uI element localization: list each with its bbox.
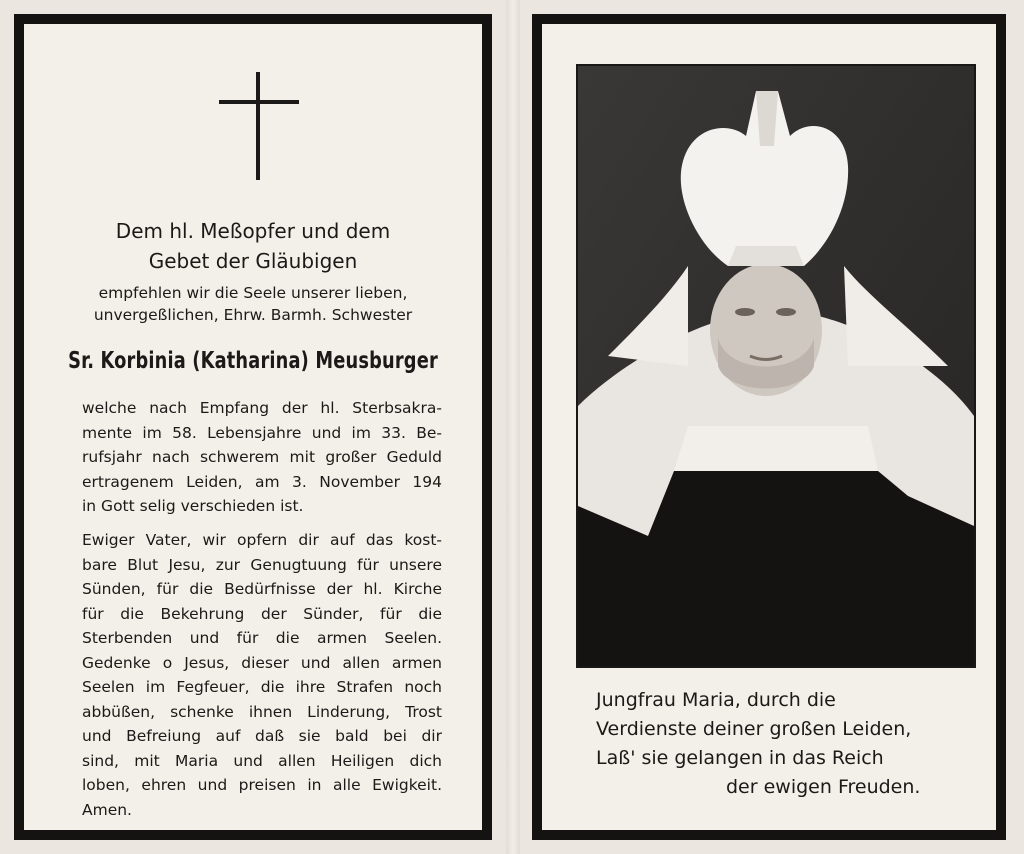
- portrait-panel: [532, 14, 1006, 840]
- text-line: mente im 58. Lebensjahre und im 33. Be-: [82, 423, 442, 442]
- death-notice-paragraph: [82, 396, 442, 519]
- intro-line-2: unvergeßlichen, Ehrw. Barmh. Schwester: [93, 306, 413, 324]
- text-panel: [14, 14, 492, 840]
- intro-line-1: empfehlen wir die Seele unserer lieben,: [98, 284, 408, 302]
- nun-portrait-photo: [576, 64, 976, 668]
- prayer-paragraph: [82, 528, 442, 822]
- prayer-line: der ewigen Freuden.: [726, 776, 921, 798]
- closing-prayer: [596, 686, 956, 802]
- heading-line-1: Dem hl. Meßopfer und dem: [115, 219, 391, 243]
- text-line: loben, ehren und preisen in alle Ewigkeit.: [82, 776, 442, 794]
- deceased-name: Sr. Korbinia (Katharina) Meusburger: [68, 348, 438, 374]
- text-line: in Gott selig verschieden ist.: [82, 497, 304, 515]
- text-line: abbüßen, schenke ihnen Linderung, Trost: [82, 702, 442, 721]
- center-fold: [506, 0, 520, 854]
- text-line: Gedenke o Jesus, dieser und allen armen: [82, 653, 442, 672]
- cross-icon: [219, 72, 299, 180]
- text-line: Sterbenden und für die armen Seelen.: [82, 629, 442, 647]
- heading-line-2: Gebet der Gläubigen: [148, 249, 358, 273]
- text-line: für die Bekehrung der Sünder, für die: [82, 604, 442, 623]
- text-line: ertragenem Leiden, am 3. November 194: [82, 472, 442, 491]
- text-line: bare Blut Jesu, zur Genugtuung für unsere: [82, 555, 442, 574]
- prayer-line: Verdienste deiner großen Leiden,: [596, 718, 912, 740]
- text-line: sind, mit Maria und allen Heiligen dich: [82, 751, 442, 770]
- text-line: Ewiger Vater, wir opfern dir auf das kost-: [82, 531, 442, 549]
- text-line: und Befreiung auf daß sie bald bei dir: [82, 727, 442, 745]
- intro-text: [24, 282, 482, 326]
- portrait-illustration: [578, 66, 974, 666]
- prayer-line: Jungfrau Maria, durch die: [596, 689, 836, 711]
- prayer-line: Laß' sie gelangen in das Reich: [596, 747, 884, 769]
- text-line: welche nach Empfang der hl. Sterbsakra-: [82, 399, 442, 417]
- text-line: Sünden, für die Bedürfnisse der hl. Kirche: [82, 580, 442, 598]
- text-line: Seelen im Fegfeuer, die ihre Strafen noch: [82, 678, 442, 696]
- text-line: Amen.: [82, 800, 132, 819]
- text-line: rufsjahr nach schwerem mit großer Geduld: [82, 448, 442, 466]
